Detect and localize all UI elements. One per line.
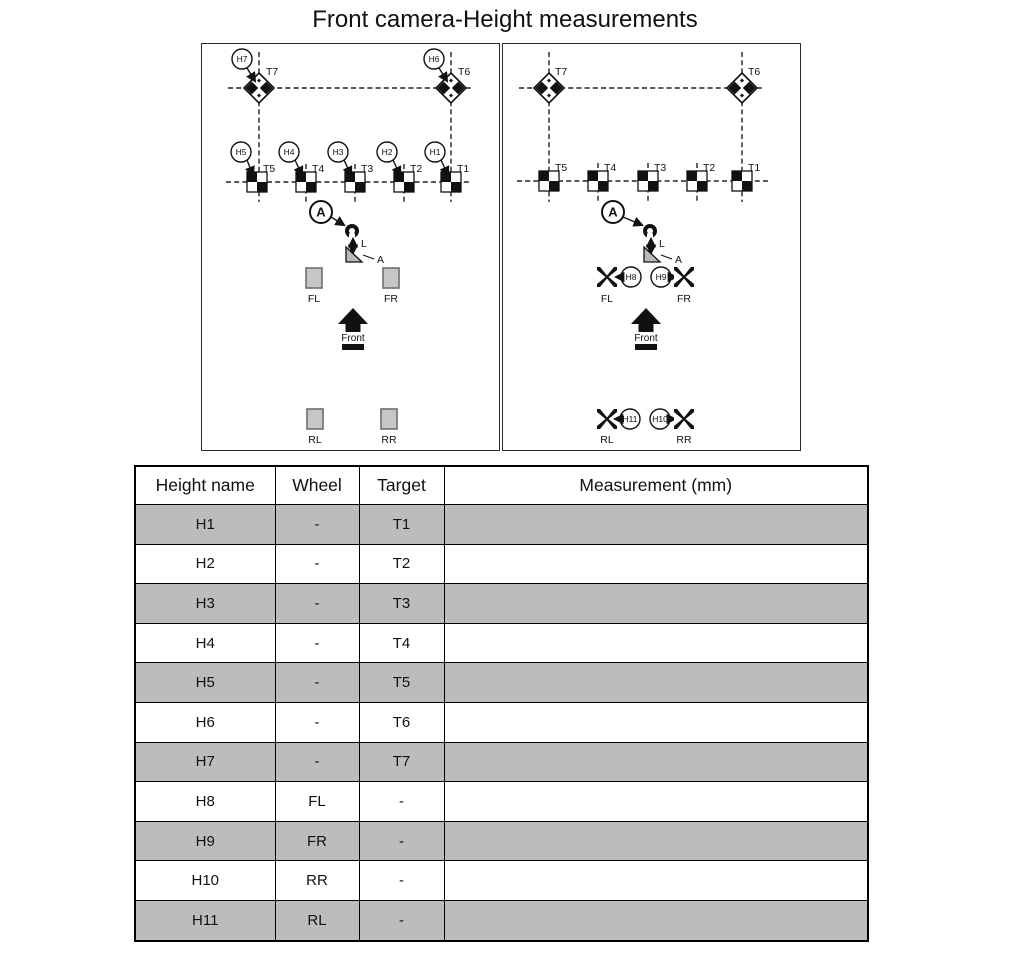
- checkerboard-target-icon: [638, 171, 658, 191]
- height-callout-label: H8: [625, 272, 637, 282]
- callout-arrow: [439, 68, 447, 81]
- front-label: Front: [634, 333, 658, 344]
- target-cell: T4: [359, 623, 444, 663]
- target-cell: -: [359, 861, 444, 901]
- height-name-cell: H7: [135, 742, 275, 782]
- target-label: T3: [654, 162, 667, 174]
- header-wheel: Wheel: [275, 466, 359, 505]
- callout-arrow: [623, 217, 642, 225]
- mount-bracket-icon: [644, 247, 660, 262]
- front-bar-icon: [342, 344, 364, 350]
- measurement-cell: [444, 861, 868, 901]
- table-row: [135, 623, 868, 663]
- wheel-label: FR: [384, 293, 398, 305]
- measurement-cell: [444, 544, 868, 584]
- checkerboard-target-icon: [732, 171, 752, 191]
- target-label: T4: [604, 162, 617, 174]
- target-cell: T1: [359, 505, 444, 545]
- table-row: [135, 782, 868, 822]
- checkerboard-target-icon: [588, 171, 608, 191]
- leader-line: [661, 255, 672, 259]
- target-cell: -: [359, 900, 444, 940]
- measurement-cell: [444, 782, 868, 822]
- mount-bracket-icon: [346, 247, 362, 262]
- target-cell: -: [359, 782, 444, 822]
- height-callout-label: H11: [622, 414, 638, 424]
- wheel-cell: FR: [275, 821, 359, 861]
- measurement-cell: [444, 742, 868, 782]
- target-label: T4: [312, 163, 325, 175]
- camera-callout-label: A: [608, 204, 618, 220]
- wheel-cell: -: [275, 742, 359, 782]
- checkerboard-target-icon: [247, 172, 267, 192]
- target-cell: -: [359, 821, 444, 861]
- wheel-label: RL: [600, 434, 614, 446]
- left-panel-drawing: [202, 44, 498, 448]
- height-callout-label: H6: [428, 54, 440, 64]
- table-row: [135, 861, 868, 901]
- target-cell: T2: [359, 544, 444, 584]
- table-row: [135, 742, 868, 782]
- axis-label: A: [675, 254, 683, 266]
- right-panel-drawing: [503, 44, 799, 448]
- wheel-cell: RL: [275, 900, 359, 940]
- wheel-square-icon: [307, 409, 323, 429]
- target-label: T6: [748, 66, 761, 78]
- wheel-cell: -: [275, 505, 359, 545]
- wheel-cell: -: [275, 584, 359, 624]
- wheel-target-icon: [674, 409, 694, 429]
- target-cell: T6: [359, 702, 444, 742]
- height-callout-label: H3: [332, 147, 344, 157]
- page-title: Front camera-Height measurements: [312, 6, 698, 33]
- table-row: [135, 544, 868, 584]
- front-label: Front: [341, 333, 365, 344]
- measurement-cell: [444, 505, 868, 545]
- wheel-cell: -: [275, 702, 359, 742]
- wheel-label: RR: [381, 434, 397, 446]
- right-panel-wheel-layout: [502, 43, 801, 451]
- table-header: [135, 466, 868, 505]
- front-arrow-icon: [338, 308, 368, 332]
- leader-line: [363, 255, 374, 259]
- table-header-row: [135, 466, 868, 505]
- target-label: T6: [458, 66, 471, 78]
- target-cell: T5: [359, 663, 444, 703]
- camera-icon: [645, 226, 655, 239]
- table-row: [135, 505, 868, 545]
- wheel-cell: -: [275, 544, 359, 584]
- height-callout-label: H7: [236, 54, 248, 64]
- height-callout-label: H10: [652, 414, 668, 424]
- target-label: T7: [555, 66, 568, 78]
- measurement-cell: [444, 584, 868, 624]
- measurement-cell: [444, 821, 868, 861]
- measurement-table: [134, 465, 869, 942]
- height-name-cell: H6: [135, 702, 275, 742]
- height-callout-label: H2: [381, 147, 393, 157]
- measurement-cell: [444, 623, 868, 663]
- height-name-cell: H8: [135, 782, 275, 822]
- wheel-label: RL: [308, 434, 322, 446]
- target-label: T5: [263, 163, 276, 175]
- measurement-cell: [444, 663, 868, 703]
- wheel-label: FL: [600, 293, 614, 305]
- checkerboard-target-icon: [687, 171, 707, 191]
- wheel-label: FR: [677, 293, 691, 305]
- height-callout-label: H1: [429, 147, 441, 157]
- height-callout-label: H5: [235, 147, 247, 157]
- height-name-cell: H10: [135, 861, 275, 901]
- wheel-cell: -: [275, 623, 359, 663]
- wheel-target-icon: [597, 409, 617, 429]
- target-label: T1: [748, 162, 761, 174]
- height-callout-label: H4: [283, 147, 295, 157]
- table-row: [135, 584, 868, 624]
- height-name-cell: H11: [135, 900, 275, 940]
- callout-arrow: [247, 68, 255, 81]
- table-row: [135, 702, 868, 742]
- wheel-cell: FL: [275, 782, 359, 822]
- table-body: [135, 505, 868, 941]
- left-panel-target-layout: [201, 43, 500, 451]
- target-label: T3: [361, 163, 374, 175]
- camera-icon: [347, 226, 357, 239]
- target-label: T1: [457, 163, 470, 175]
- wheel-target-icon: [674, 267, 694, 287]
- wheel-target-icon: [597, 267, 617, 287]
- length-label: L: [659, 238, 665, 250]
- wheel-label: RR: [676, 434, 692, 446]
- wheel-cell: -: [275, 663, 359, 703]
- length-label: L: [361, 238, 367, 250]
- table-row: [135, 663, 868, 703]
- height-name-cell: H1: [135, 505, 275, 545]
- front-arrow-icon: [631, 308, 661, 332]
- target-cell: T3: [359, 584, 444, 624]
- camera-callout-label: A: [316, 204, 326, 220]
- checkerboard-target-icon: [394, 172, 414, 192]
- wheel-square-icon: [383, 268, 399, 288]
- measurement-cell: [444, 702, 868, 742]
- target-label: T5: [555, 162, 568, 174]
- header-height-name: Height name: [135, 466, 275, 505]
- axis-label: A: [377, 254, 385, 266]
- checkerboard-target-icon: [539, 171, 559, 191]
- wheel-label: FL: [307, 293, 321, 305]
- table-row: [135, 900, 868, 940]
- height-name-cell: H2: [135, 544, 275, 584]
- checkerboard-target-icon: [296, 172, 316, 192]
- target-cell: T7: [359, 742, 444, 782]
- height-name-cell: H5: [135, 663, 275, 703]
- front-bar-icon: [635, 344, 657, 350]
- height-name-cell: H3: [135, 584, 275, 624]
- wheel-square-icon: [306, 268, 322, 288]
- target-label: T2: [703, 162, 716, 174]
- wheel-square-icon: [381, 409, 397, 429]
- measurement-cell: [444, 900, 868, 940]
- wheel-cell: RR: [275, 861, 359, 901]
- header-target: Target: [359, 466, 444, 505]
- target-label: T2: [410, 163, 423, 175]
- checkerboard-target-icon: [441, 172, 461, 192]
- height-name-cell: H4: [135, 623, 275, 663]
- height-name-cell: H9: [135, 821, 275, 861]
- callout-arrow: [331, 217, 344, 225]
- table-row: [135, 821, 868, 861]
- checkerboard-target-icon: [345, 172, 365, 192]
- header-measurement: Measurement (mm): [444, 466, 868, 505]
- height-callout-label: H9: [655, 272, 667, 282]
- target-label: T7: [266, 66, 279, 78]
